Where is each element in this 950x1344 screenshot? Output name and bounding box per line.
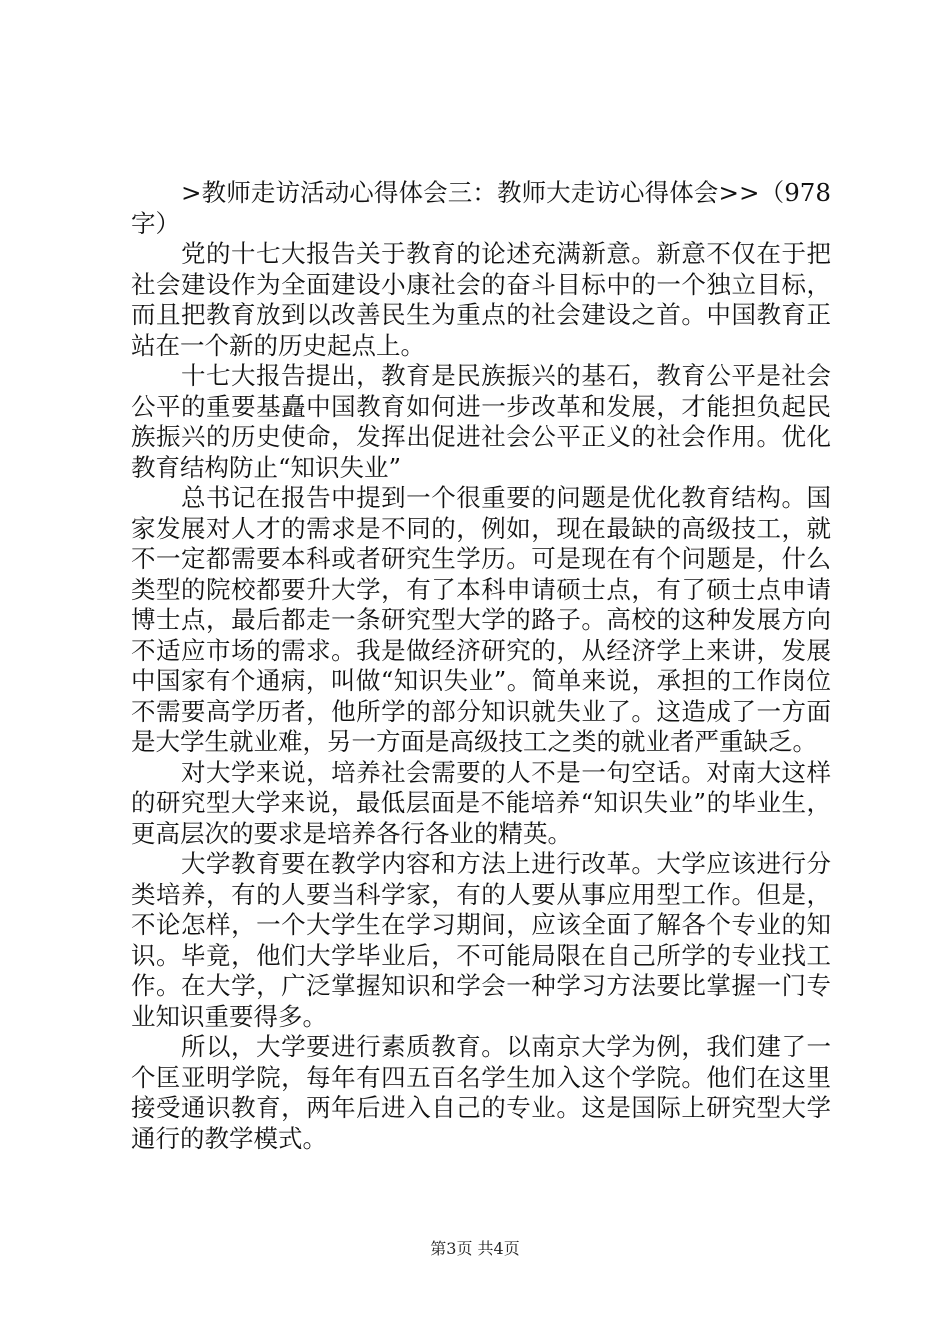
paragraph: 对大学来说，培养社会需要的人不是一句空话。对南大这样的研究型大学来说，最低层面是不能培养“知识失业”的毕业生，更高层次的要求是培养各行各业的精英。 (131, 757, 831, 848)
document-body (131, 178, 831, 1154)
paragraph: 大学教育要在教学内容和方法上进行改革。大学应该进行分类培养，有的人要当科学家，有的人要从事应用型工作。但是，不论怎样，一个大学生在学习期间，应该全面了解各个专业的知识。毕竟，他们大学毕业后，不可能局限在自己所学的专业找工作。在大学，广泛掌握知识和学会一种学习方法要比掌握一门专业知识重要得多。 (131, 849, 831, 1031)
paragraph: 总书记在报告中提到一个很重要的问题是优化教育结构。国家发展对人才的需求是不同的，例如，现在最缺的高级技工，就不一定都需要本科或者研究生学历。可是现在有个问题是，什么类型的院校都要升大学，有了本科申请硕士点，有了硕士点申请博士点，最后都走一条研究型大学的路子。高校的这种发展方向不适应市场的需求。我是做经济研究的，从经济学上来讲，发展中国家有个通病，叫做“知识失业”。简单来说，承担的工作岗位不需要高学历者，他所学的部分知识就失业了。这造成了一方面是大学生就业难，另一方面是高级技工之类的就业者严重缺乏。 (131, 483, 831, 756)
paragraph: 十七大报告提出，教育是民族振兴的基石，教育公平是社会公平的重要基矗中国教育如何进一步改革和发展，才能担负起民族振兴的历史使命，发挥出促进社会公平正义的社会作用。优化教育结构防止“知识失业” (131, 361, 831, 482)
paragraph: 所以，大学要进行素质教育。以南京大学为例，我们建了一个匡亚明学院，每年有四五百名学生加入这个学院。他们在这里接受通识教育，两年后进入自己的专业。这是国际上研究型大学通行的教学模式。 (131, 1032, 831, 1153)
page-number-footer: 第3页 共4页 (430, 1239, 520, 1258)
section-heading: >教师走访活动心得体会三：教师大走访心得体会>>（978字） (131, 178, 831, 238)
paragraph: 党的十七大报告关于教育的论述充满新意。新意不仅在于把社会建设作为全面建设小康社会的奋斗目标中的一个独立目标，而且把教育放到以改善民生为重点的社会建设之首。中国教育正站在一个新的历史起点上。 (131, 239, 831, 360)
